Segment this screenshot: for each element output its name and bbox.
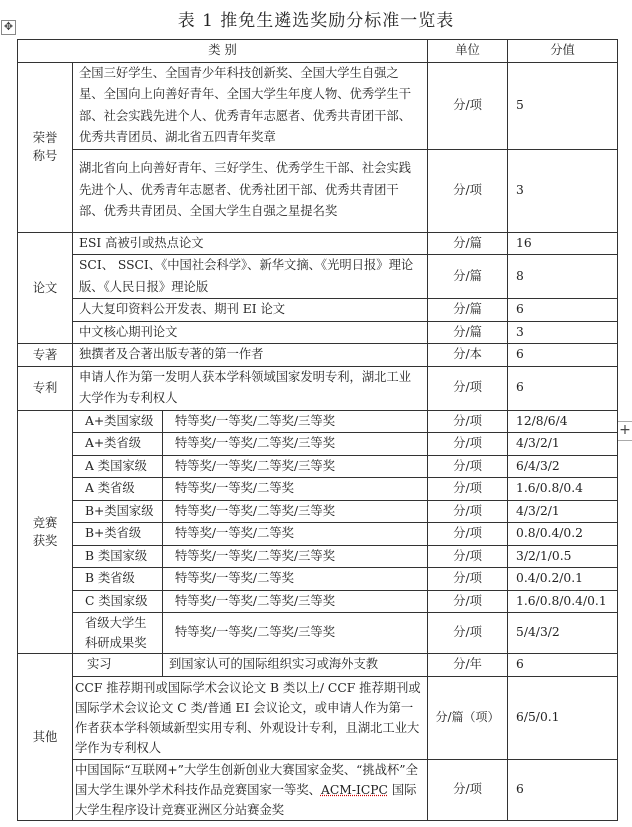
table-move-icon[interactable]: ✥ <box>1 20 16 35</box>
table-row <box>18 366 618 410</box>
competition-level: B 类国家级 <box>73 545 163 568</box>
competition-prizes: 特等奖/一等奖/二等奖 <box>163 478 428 501</box>
competition-level: B+类国家级 <box>73 500 163 523</box>
competition-prizes: 特等奖/一等奖/二等奖 <box>163 523 428 546</box>
paper-score: 6 <box>508 299 618 322</box>
competition-prizes: 特等奖/一等奖/二等奖/三等奖 <box>163 433 428 456</box>
category-monograph: 专著 <box>18 344 73 367</box>
competition-unit: 分/项 <box>428 478 508 501</box>
competition-prizes: 特等奖/一等奖/二等奖/三等奖 <box>163 613 428 654</box>
competition-level: A+类省级 <box>73 433 163 456</box>
table-row <box>18 523 618 546</box>
competition-score: 3/2/1/0.5 <box>508 545 618 568</box>
competition-unit: 分/项 <box>428 568 508 591</box>
paper-desc: 中文核心期刊论文 <box>73 321 428 344</box>
paper-unit: 分/篇 <box>428 232 508 255</box>
category-honor: 荣誉 称号 <box>18 62 73 232</box>
table-row <box>18 410 618 433</box>
paper-desc: 人大复印资料公开发表、期刊 EI 论文 <box>73 299 428 322</box>
header-row <box>18 40 618 63</box>
table-row <box>18 676 618 759</box>
honor-desc: 全国三好学生、全国青少年科技创新奖、全国大学生自强之星、全国向上向善好青年、全国大学生年度人物、优秀学生干部、社会实践先进个人、优秀青年志愿者、优秀共青团干部、优秀共青团员、湖北省五四青年奖章 <box>73 62 428 149</box>
table-row <box>18 613 618 654</box>
scoring-table <box>17 39 618 821</box>
competition-level: B+类省级 <box>73 523 163 546</box>
competition-level: B 类省级 <box>73 568 163 591</box>
other-score: 6 <box>508 759 618 820</box>
competition-prizes: 特等奖/一等奖/二等奖 <box>163 568 428 591</box>
patent-unit: 分/项 <box>428 366 508 410</box>
paper-desc: SCI、 SSCI、《中国社会科学》、新华文摘、《光明日报》理论版、《人民日报》理论版 <box>73 255 428 299</box>
other-score: 6/5/0.1 <box>508 676 618 759</box>
competition-score: 12/8/6/4 <box>508 410 618 433</box>
paper-score: 8 <box>508 255 618 299</box>
competition-level: A 类省级 <box>73 478 163 501</box>
competition-unit: 分/项 <box>428 523 508 546</box>
table-row <box>18 232 618 255</box>
honor-score: 3 <box>508 149 618 232</box>
competition-level: C 类国家级 <box>73 590 163 613</box>
competition-prizes: 特等奖/一等奖/二等奖/三等奖 <box>163 500 428 523</box>
other-desc-part: 中国国际“互联网+”大学生创新创业大赛国家金奖、“挑战杯”全国大学生课外学术科技作品竞赛国家一等奖、 <box>75 762 418 797</box>
honor-unit: 分/项 <box>428 62 508 149</box>
competition-unit: 分/项 <box>428 590 508 613</box>
paper-score: 3 <box>508 321 618 344</box>
competition-score: 0.4/0.2/0.1 <box>508 568 618 591</box>
other-unit: 分/项 <box>428 759 508 820</box>
competition-score: 1.6/0.8/0.4 <box>508 478 618 501</box>
add-column-icon[interactable]: + <box>617 421 632 441</box>
internship-score: 6 <box>508 654 618 677</box>
competition-unit: 分/项 <box>428 545 508 568</box>
competition-score: 4/3/2/1 <box>508 500 618 523</box>
competition-prizes: 特等奖/一等奖/二等奖/三等奖 <box>163 455 428 478</box>
patent-desc: 申请人作为第一发明人获本学科领域国家发明专利，湖北工业大学作为专利权人 <box>73 366 428 410</box>
table-row <box>18 478 618 501</box>
table-row <box>18 321 618 344</box>
table-row <box>18 433 618 456</box>
paper-unit: 分/篇 <box>428 255 508 299</box>
paper-unit: 分/篇 <box>428 299 508 322</box>
table-row <box>18 62 618 149</box>
paper-score: 16 <box>508 232 618 255</box>
table-row <box>18 654 618 677</box>
honor-score: 5 <box>508 62 618 149</box>
monograph-unit: 分/本 <box>428 344 508 367</box>
competition-unit: 分/项 <box>428 433 508 456</box>
table-row <box>18 344 618 367</box>
competition-score: 4/3/2/1 <box>508 433 618 456</box>
table-row <box>18 455 618 478</box>
category-paper: 论文 <box>18 232 73 344</box>
internship-desc: 到国家认可的国际组织实习或海外支教 <box>163 654 428 677</box>
table-row <box>18 759 618 820</box>
competition-level: 省级大学生科研成果奖 <box>73 613 163 654</box>
competition-score: 5/4/3/2 <box>508 613 618 654</box>
category-other: 其他 <box>18 654 73 821</box>
category-patent: 专利 <box>18 366 73 410</box>
honor-desc: 湖北省向上向善好青年、三好学生、优秀学生干部、社会实践先进个人、优秀青年志愿者、优秀社团干部、优秀共青团干部、优秀共青团员、全国大学生自强之星提名奖 <box>73 149 428 232</box>
competition-level: A 类国家级 <box>73 455 163 478</box>
other-desc-part: 国际大学生程序设计竞赛亚洲区分站赛金奖 <box>75 782 417 817</box>
competition-unit: 分/项 <box>428 500 508 523</box>
competition-score: 0.8/0.4/0.2 <box>508 523 618 546</box>
competition-prizes: 特等奖/一等奖/二等奖/三等奖 <box>163 545 428 568</box>
table-row <box>18 568 618 591</box>
other-desc: CCF 推荐期刊或国际学术会议论文 B 类以上/ CCF 推荐期刊或国际学术会议论文 C 类/普通 EI 会议论文，或申请人作为第一作者获本学科领域新型实用专利、外观设计专利，且湖北工业大学作为专利权人 <box>73 676 428 759</box>
patent-score: 6 <box>508 366 618 410</box>
other-unit: 分/篇（项） <box>428 676 508 759</box>
competition-score: 6/4/3/2 <box>508 455 618 478</box>
header-unit: 单位 <box>428 40 508 63</box>
paper-unit: 分/篇 <box>428 321 508 344</box>
competition-unit: 分/项 <box>428 455 508 478</box>
header-score: 分值 <box>508 40 618 63</box>
internship-unit: 分/年 <box>428 654 508 677</box>
acm-icpc-term: ACM-ICPC <box>320 782 388 797</box>
header-category: 类 别 <box>18 40 428 63</box>
monograph-desc: 独撰者及合著出版专著的第一作者 <box>73 344 428 367</box>
competition-prizes: 特等奖/一等奖/二等奖/三等奖 <box>163 410 428 433</box>
paper-desc: ESI 高被引或热点论文 <box>73 232 428 255</box>
table-row <box>18 149 618 232</box>
table-row <box>18 299 618 322</box>
internship-name: 实习 <box>73 654 163 677</box>
table-row <box>18 500 618 523</box>
table-row <box>18 545 618 568</box>
category-competition: 竞赛 获奖 <box>18 410 73 654</box>
competition-score: 1.6/0.8/0.4/0.1 <box>508 590 618 613</box>
table-title: 表 1 推免生遴选奖励分标准一览表 <box>177 11 455 31</box>
monograph-score: 6 <box>508 344 618 367</box>
other-desc <box>73 759 428 820</box>
competition-unit: 分/项 <box>428 613 508 654</box>
competition-unit: 分/项 <box>428 410 508 433</box>
competition-prizes: 特等奖/一等奖/二等奖/三等奖 <box>163 590 428 613</box>
competition-level: A+类国家级 <box>73 410 163 433</box>
honor-unit: 分/项 <box>428 149 508 232</box>
table-row <box>18 255 618 299</box>
table-row <box>18 590 618 613</box>
